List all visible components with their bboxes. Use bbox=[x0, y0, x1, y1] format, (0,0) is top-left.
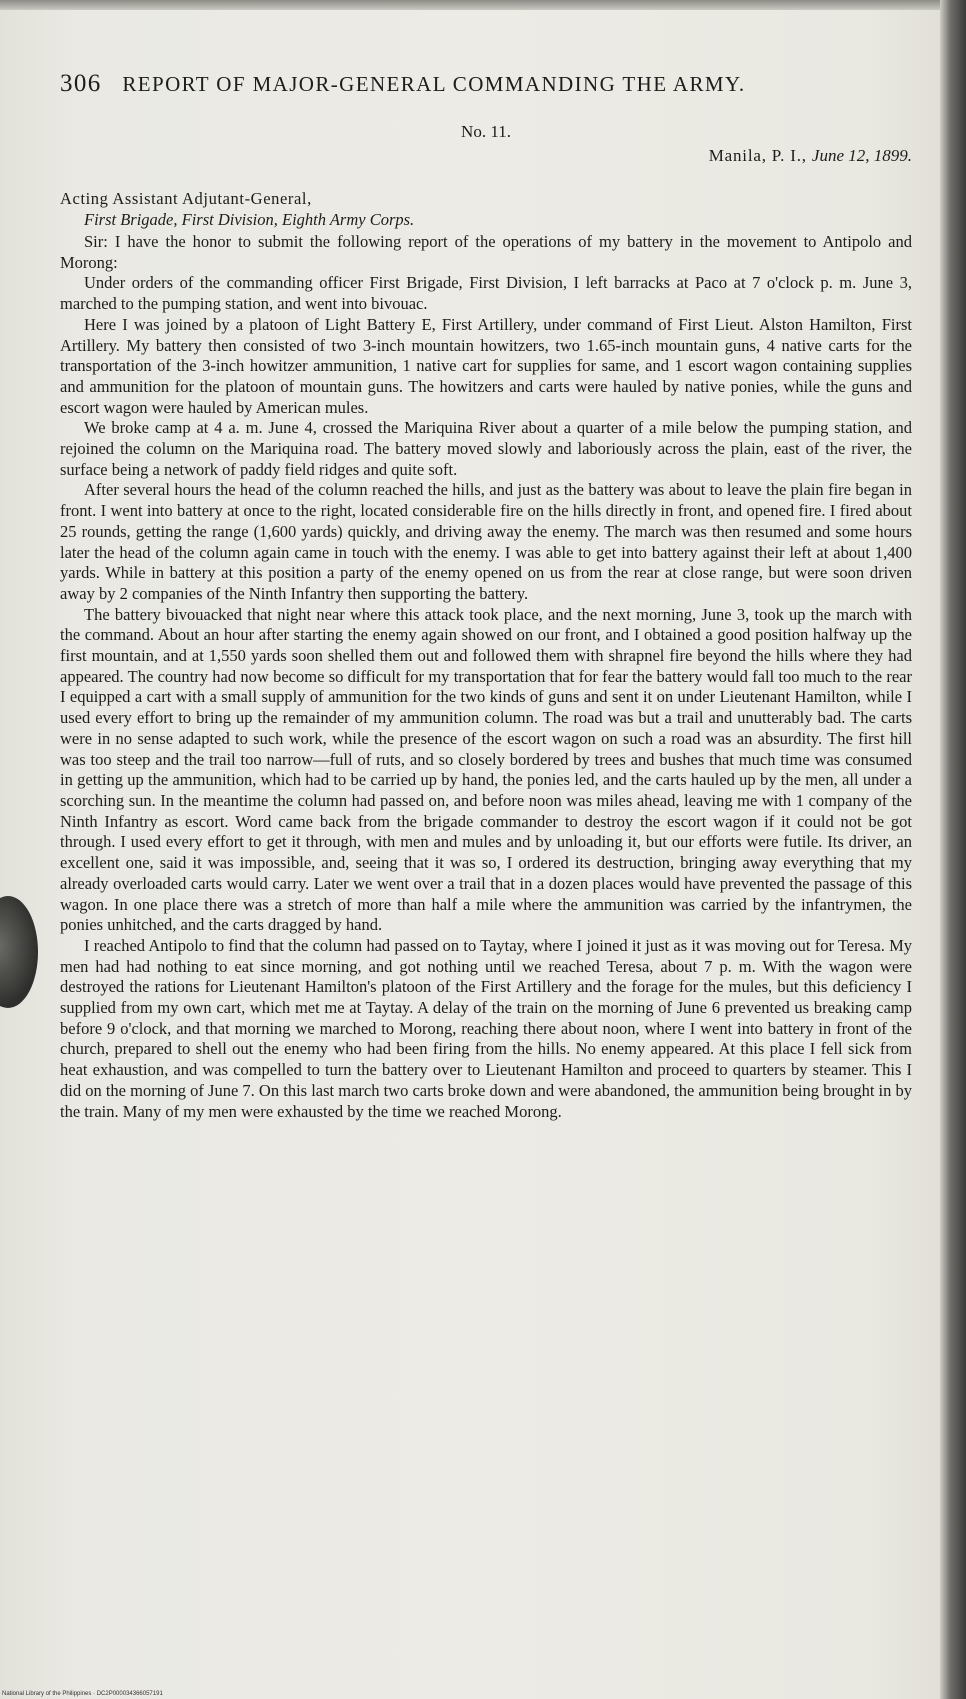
paragraph: I reached Antipolo to find that the column had passed on to Taytay, where I joined it just as it was moving out for Teresa. My men had had nothing to eat since morning, and got nothing until we reached Teresa, about 7 p. m. With the wagon were destroyed the rations for Lieutenant Hamilton's platoon of the First Artillery and the forage for the mules, but this deficiency I supplied from my own cart, which met me at Taytay. A delay of the train on the morning of June 6 prevented us breaking camp before 9 o'clock, and that morning we marched to Morong, reaching there about noon, where I went into battery in front of the church, prepared to shell out the enemy who had been firing from the hills. No enemy appeared. At this place I fell sick from heat exhaustion, and was compelled to turn the battery over to Lieutenant Hamilton and proceed to quarters by steamer. This I did on the morning of June 7. On this last march two carts broke down and were abandoned, the ammunition being brought in by the train. Many of my men were exhausted by the time we reached Morong. bbox=[60, 935, 912, 1121]
page-top-edge bbox=[0, 0, 966, 10]
scan-footer: National Library of the Philippines · DC2P000034366057191 bbox=[2, 1691, 163, 1697]
book-binding-shadow bbox=[940, 0, 966, 1699]
paragraph: After several hours the head of the column reached the hills, and just as the battery was about to leave the plain fire began in front. I went into battery at once to the right, located considerable fire on the hills directly in front, and opened fire. I fired about 25 rounds, getting the range (1,600 yards) quickly, and driving away the enemy. The march was then resumed and some hours later the head of the column again came in touch with the enemy. I was able to get into battery against their left at about 1,400 yards. While in battery at this position a party of the enemy opened on us from the rear at close range, but were soon driven away by 2 companies of the Ninth Infantry then supporting the battery. bbox=[60, 480, 912, 603]
report-body bbox=[60, 232, 912, 1122]
page-number: 306 bbox=[60, 70, 102, 97]
running-title: REPORT OF MAJOR-GENERAL COMMANDING THE ARMY. bbox=[122, 72, 746, 96]
place-date-line bbox=[60, 146, 912, 170]
page-content bbox=[60, 70, 912, 1122]
addressee bbox=[60, 188, 912, 230]
date: June 12, 1899. bbox=[811, 146, 912, 165]
addressee-title: Acting Assistant Adjutant-General, bbox=[60, 189, 312, 208]
scanner-thumb-shadow bbox=[0, 896, 38, 1008]
paragraph: Sir: I have the honor to submit the following report of the operations of my battery in the movement to Antipolo and Morong: bbox=[60, 232, 912, 272]
paragraph: Under orders of the commanding officer First Brigade, First Division, I left barracks at Paco at 7 o'clock p. m. June 3, marched to the pumping station, and went into bivouac. bbox=[60, 273, 912, 314]
addressee-unit: First Brigade, First Division, Eighth Army Corps. bbox=[84, 210, 415, 229]
document-number: No. 11. bbox=[461, 122, 511, 141]
paragraph: We broke camp at 4 a. m. June 4, crossed the Mariquina River about a quarter of a mile below the pumping station, and rejoined the column on the Mariquina road. The battery moved slowly and laboriously across the plain, east of the river, the surface being a network of paddy field ridges and quite soft. bbox=[60, 418, 912, 479]
paragraph: The battery bivouacked that night near where this attack took place, and the next morning, June 3, took up the march with the command. About an hour after starting the enemy again showed on our front, and I obtained a good position halfway up the first mountain, and at 1,550 yards soon shelled them out and followed them with shrapnel fire beyond the hills where they had appeared. The country had now become so difficult for my transportation that for fear the battery would fall too much to the rear I equipped a cart with a small supply of ammunition for the two kinds of guns and sent it on under Lieutenant Hamilton, while I used every effort to bring up the remainder of my ammunition column. The road was but a trail and unutterably bad. The carts were in no sense adapted to such work, while the presence of the escort wagon on such a road was an absurdity. The first hill was too steep and the trail too narrow—full of ruts, and so closely bordered by trees and bushes that much time was consumed in getting up the ammunition, which had to be carried up by hand, the ponies led, and the carts hauled up by the men, all under a scorching sun. In the meantime the column had passed on, and before noon was miles ahead, leaving me with 1 company of the Ninth Infantry as escort. Word came back from the brigade commander to destroy the escort wagon if it could not be got through. I used every effort to get it through, with men and mules and by unloading it, but our efforts were futile. Its driver, an excellent one, said it was impossible, and, seeing that it was so, I ordered its destruction, bringing away everything that my already overloaded carts would carry. Later we went over a trail that in a dozen places would have prevented the passage of this wagon. In one place there was a stretch of more than half a mile where the ammunition was carried by the infantrymen, the ponies unhitched, and the carts dragged by hand. bbox=[60, 604, 912, 935]
place: Manila, P. I., bbox=[708, 146, 807, 165]
paragraph: Here I was joined by a platoon of Light Battery E, First Artillery, under command of First Lieut. Alston Hamilton, First Artillery. My battery then consisted of two 3-inch mountain howitzers, two 1.65-inch mountain guns, 4 native carts for the transportation of the 3-inch howitzer ammunition, 1 native cart for supplies for same, and 1 escort wagon containing supplies and ammunition for the platoon of mountain guns. The howitzers and carts were hauled by native ponies, while the guns and escort wagon were hauled by American mules. bbox=[60, 314, 912, 417]
running-head bbox=[60, 70, 912, 100]
